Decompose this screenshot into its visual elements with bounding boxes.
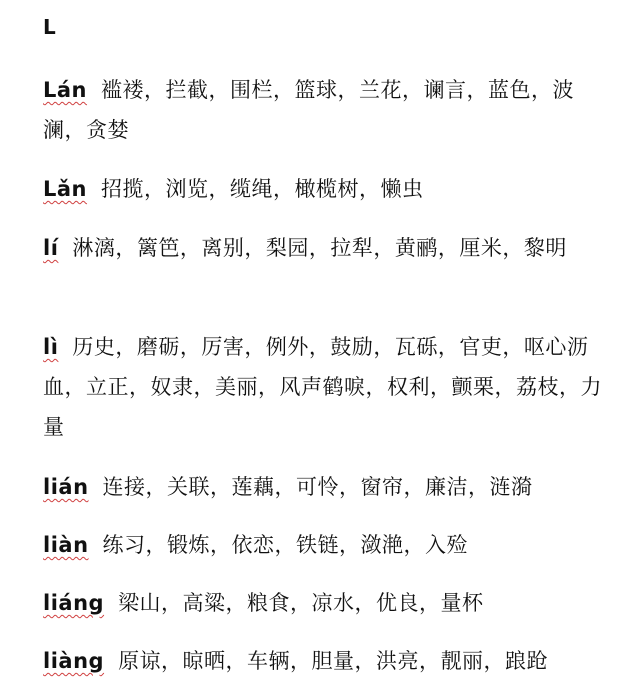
pinyin-entry-lan3 [43, 169, 608, 209]
pinyin-label: Lán [43, 78, 88, 102]
word-list: 淋漓，篱笆，离别，梨园，拉犁，黄鹂，厘米，黎明 [72, 236, 567, 260]
word-list: 连接，关联，莲藕，可怜，窗帘，廉洁，涟漪 [102, 475, 533, 499]
word-list: 历史，磨砺，厉害，例外，鼓励，瓦砾，官吏，呕心沥血，立正，奴隶，美丽，风声鹤唳，权利，颤栗，荔枝，力量 [43, 335, 602, 439]
pinyin-label: liàng [43, 649, 105, 673]
pinyin-label: liàn [43, 533, 89, 557]
pinyin-label: lì [43, 335, 59, 359]
pinyin-entry-li2 [43, 228, 608, 268]
pinyin-label: liáng [43, 591, 105, 615]
pinyin-entry-liang4 [43, 641, 608, 681]
pinyin-entry-liang2 [43, 583, 608, 623]
pinyin-label: Lǎn [43, 177, 88, 201]
word-list: 梁山，高粱，粮食，凉水，优良，量杯 [118, 591, 484, 615]
pinyin-label: lí [43, 236, 59, 260]
word-list: 练习，锻炼，依恋，铁链，潋滟，入殓 [102, 533, 469, 557]
word-list: 褴褛，拦截，围栏，篮球，兰花，谰言，蓝色，波澜，贪婪 [43, 78, 575, 142]
pinyin-entry-lian2 [43, 467, 608, 507]
pinyin-entry-lian4 [43, 525, 608, 565]
pinyin-label: lián [43, 475, 89, 499]
word-list: 招揽，浏览，缆绳，橄榄树，懒虫 [101, 177, 424, 201]
pinyin-entry-li4 [43, 327, 608, 447]
pinyin-entry-lan2 [43, 70, 608, 150]
section-letter-heading: L [43, 15, 56, 39]
word-list: 原谅，晾晒，车辆，胆量，洪亮，靓丽，踉跄 [118, 649, 549, 673]
